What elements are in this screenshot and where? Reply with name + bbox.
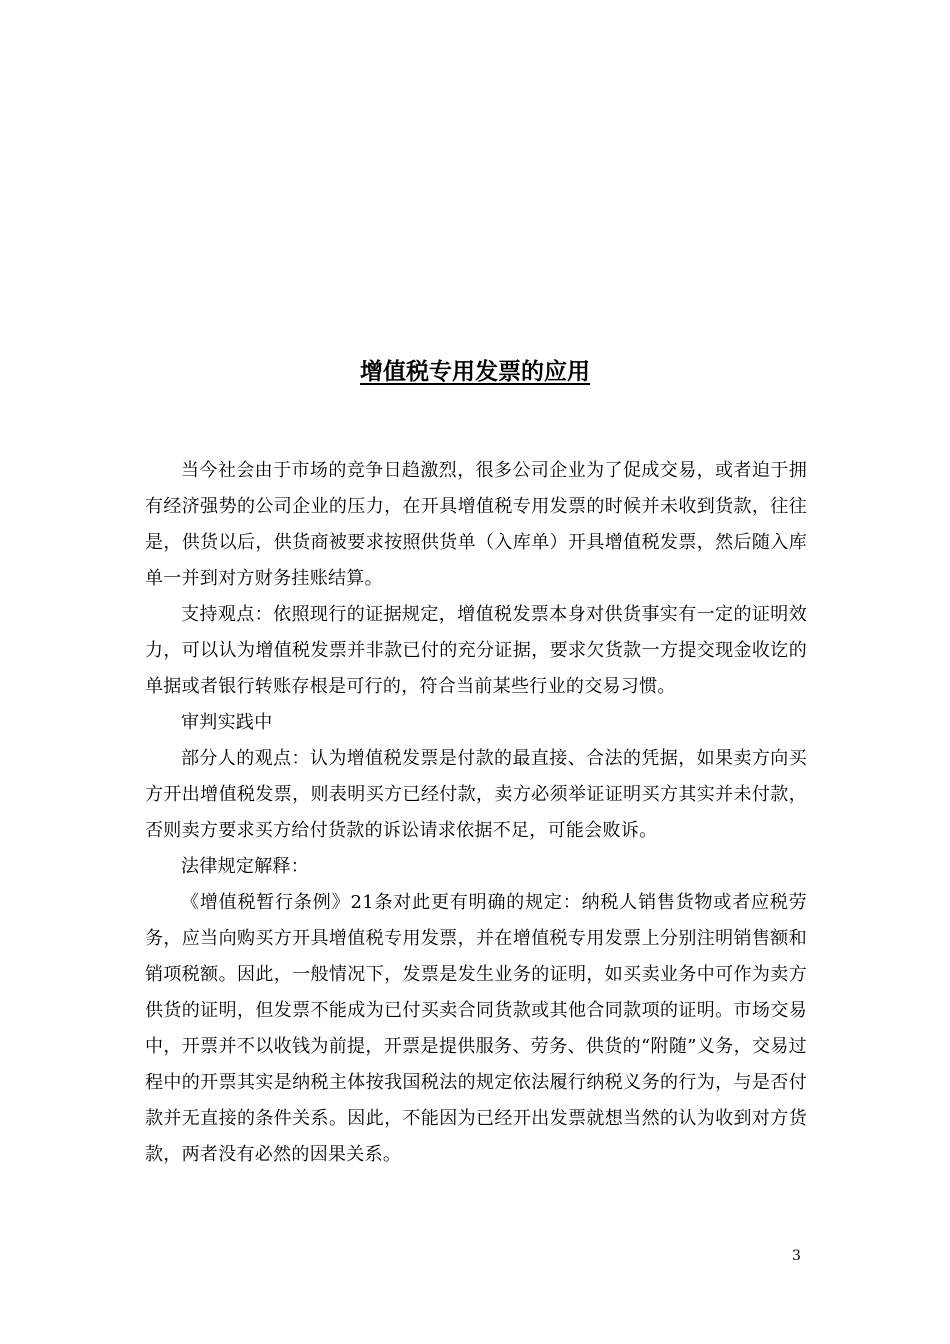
document-title [0,356,950,388]
paragraph-intro: 当今社会由于市场的竞争日趋激烈，很多公司企业为了促成交易，或者迫于拥有经济强势的公司企业的压力，在开具增值税专用发票的时候并未收到货款，往往是，供货以后，供货商被要求按照供货单（入库单）开具增值税发票，然后随入库单一并到对方财务挂账结算。 [145,460,807,589]
paragraph-trial-practice-heading: 审判实践中 [181,712,273,733]
paragraph-legal-explanation-heading: 法律规定解释： [181,856,310,877]
document-title-text: 增值税专用发票的应用 [360,359,590,385]
paragraph-supporting-view: 支持观点：依照现行的证据规定，增值税发票本身对供货事实有一定的证明效力，可以认为增值税发票并非款已付的充分证据，要求欠货款一方提交现金收讫的单据或者银行转账存根是可行的，符合当前某些行业的交易习惯。 [145,604,807,697]
paragraph-partial-view: 部分人的观点：认为增值税发票是付款的最直接、合法的凭据，如果卖方向买方开出增值税发票，则表明买方已经付款，卖方必须举证证明买方其实并未付款，否则卖方要求买方给付货款的诉讼请求依据不足，可能会败诉。 [145,748,807,841]
document-body [145,453,807,1173]
paragraph-legal-explanation: 《增值税暂行条例》21条对此更有明确的规定：纳税人销售货物或者应税劳务，应当向购买方开具增值税专用发票，并在增值税专用发票上分别注明销售额和销项税额。因此，一般情况下，发票是发生业务的证明，如买卖业务中可作为卖方供货的证明，但发票不能成为已付买卖合同货款或其他合同款项的证明。市场交易中，开票并不以收钱为前提，开票是提供服务、劳务、供货的“附随”义务，交易过程中的开票其实是纳税主体按我国税法的规定依法履行纳税义务的行为，与是否付款并无直接的条件关系。因此，不能因为已经开出发票就想当然的认为收到对方货款，两者没有必然的因果关系。 [145,892,807,1165]
page-number: 3 [792,1248,801,1264]
